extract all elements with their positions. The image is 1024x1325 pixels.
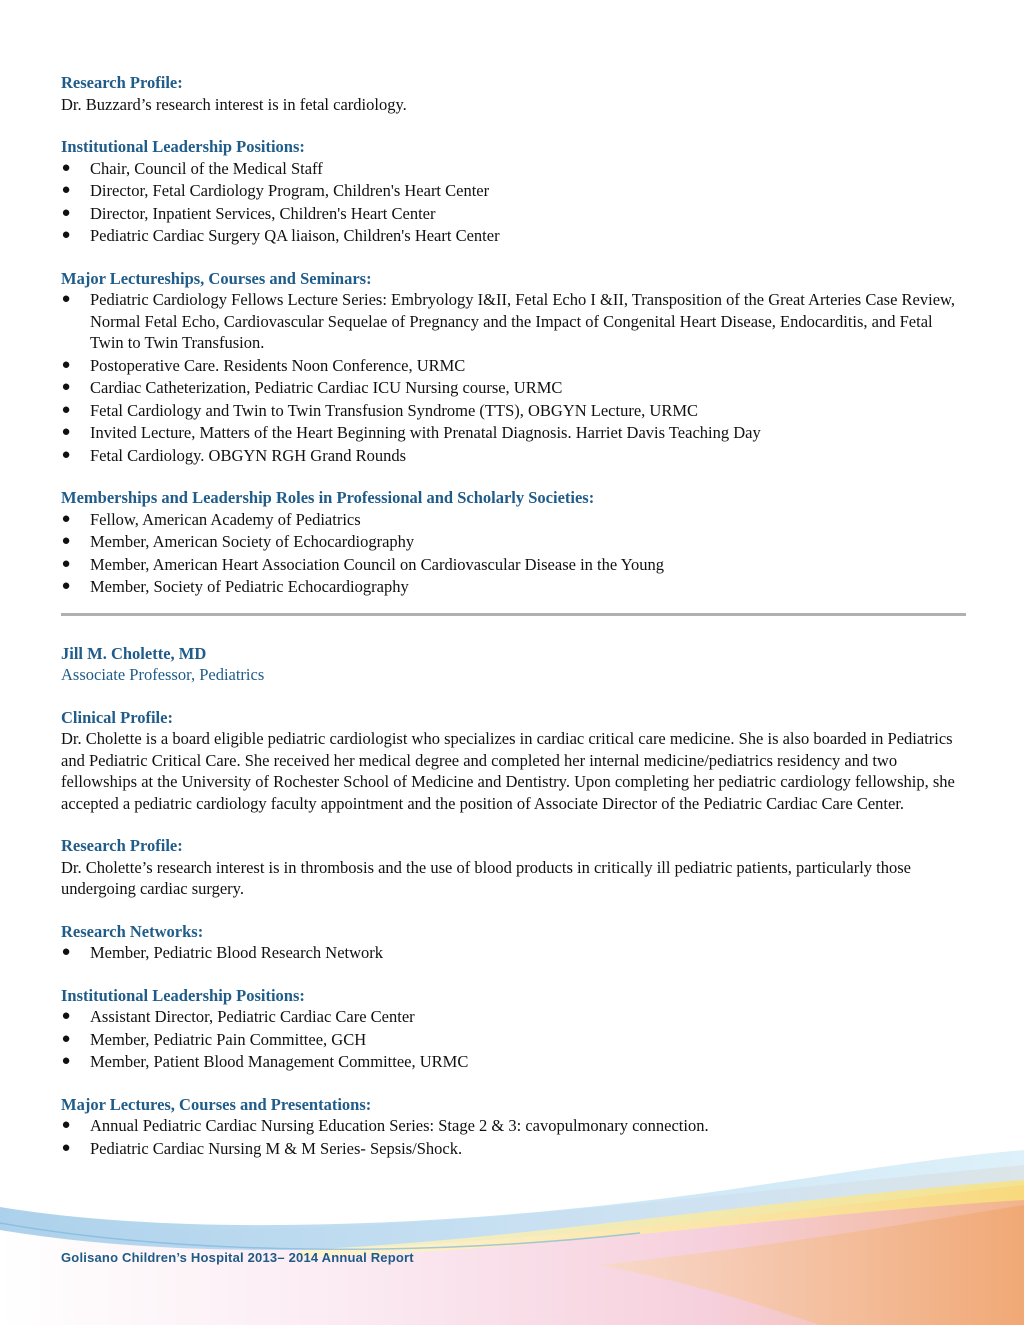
cholette-lectures-list: [61, 1115, 966, 1159]
cholette-lectures-section: [61, 1094, 966, 1160]
bullet-icon: ●: [61, 401, 71, 418]
cholette-title: Associate Professor, Pediatrics: [61, 665, 265, 684]
buzzard-lectures-heading: Major Lectureships, Courses and Seminars:: [61, 268, 372, 288]
bullet-icon: ●: [61, 379, 71, 395]
bullet-icon: ●: [61, 356, 71, 373]
bullet-icon: ●: [61, 1030, 71, 1047]
list-item: [61, 1115, 966, 1137]
list-item: [61, 1051, 966, 1073]
list-item: [61, 942, 966, 964]
list-item: [61, 554, 966, 576]
list-item-text: Postoperative Care. Residents Noon Conference, URMC: [90, 355, 466, 375]
cholette-lectures-heading: Major Lectures, Courses and Presentations:: [61, 1094, 372, 1114]
list-item-text: Member, Patient Blood Management Committee, URMC: [90, 1052, 469, 1071]
list-item: [61, 422, 966, 444]
list-item-text: Cardiac Catheterization, Pediatric Cardiac ICU Nursing course, URMC: [90, 378, 563, 397]
bullet-icon: ●: [61, 1008, 71, 1024]
cholette-networks-list: [61, 942, 966, 964]
bullet-icon: ●: [61, 204, 71, 221]
buzzard-leadership-section: [61, 136, 966, 247]
buzzard-leadership-heading: Institutional Leadership Positions:: [61, 137, 305, 156]
list-item-text: Pediatric Cardiology Fellows Lecture Series: Embryology I&II, Fetal Echo I &II, Transposition of the Great Arteries Case Review, Normal Fetal Echo, Cardiovascular Sequelae of Pregnancy and the Impact of Congenital Heart Disease, Endocarditis, and Fetal Twin to Twin Transfusion.: [90, 290, 955, 352]
list-item-text: Member, American Society of Echocardiography: [90, 532, 415, 551]
buzzard-leadership-list: [61, 158, 966, 247]
buzzard-research-section: [61, 72, 966, 115]
cholette-name: Jill M. Cholette, MD: [61, 643, 207, 663]
list-item-text: Annual Pediatric Cardiac Nursing Education Series: Stage 2 & 3: cavopulmonary connection.: [90, 1116, 709, 1135]
cholette-research-heading: Research Profile:: [61, 836, 183, 855]
list-item: [61, 377, 966, 399]
bullet-icon: ●: [61, 446, 71, 463]
bullet-icon: ●: [61, 1053, 71, 1069]
bullet-icon: ●: [61, 1139, 71, 1156]
list-item: [61, 180, 966, 202]
bullet-icon: ●: [61, 424, 71, 440]
cholette-leadership-heading: Institutional Leadership Positions:: [61, 985, 305, 1005]
list-item: [61, 203, 966, 225]
buzzard-research-heading: Research Profile:: [61, 73, 183, 92]
page-content: [61, 72, 966, 1160]
list-item-text: Chair, Council of the Medical Staff: [90, 158, 323, 178]
buzzard-lectures-list: [61, 289, 966, 466]
list-item: [61, 1138, 966, 1160]
list-item-text: Assistant Director, Pediatric Cardiac Care Center: [90, 1007, 415, 1026]
bullet-icon: ●: [61, 291, 71, 307]
bullet-icon: ●: [61, 159, 71, 176]
list-item-text: Fetal Cardiology and Twin to Twin Transfusion Syndrome (TTS), OBGYN Lecture, URMC: [90, 400, 699, 420]
cholette-clinical-text: Dr. Cholette is a board eligible pediatric cardiologist who specializes in cardiac critical care medicine. She is also boarded in Pediatrics and Pediatric Critical Care. She received her medical degree and completed her internal medicine/pediatrics residency and two fellowships at the University of Rochester School of Medicine and Dentistry. Upon completing her pediatric cardiology fellowship, she accepted a pediatric cardiology faculty appointment and the position of Associate Director of the Pediatric Cardiac Care Center.: [61, 729, 955, 813]
list-item-text: Member, Pediatric Blood Research Network: [90, 943, 384, 962]
list-item-text: Director, Fetal Cardiology Program, Children's Heart Center: [90, 181, 490, 200]
list-item: [61, 355, 966, 377]
bullet-icon: ●: [61, 533, 71, 549]
bullet-icon: ●: [61, 182, 71, 198]
footer-swoosh-graphic: [0, 1145, 1024, 1325]
cholette-research-section: [61, 835, 966, 900]
bullet-icon: ●: [61, 578, 71, 594]
cholette-clinical-section: [61, 707, 966, 815]
list-item: [61, 445, 966, 467]
bullet-icon: ●: [61, 1117, 71, 1133]
list-item-text: Member, Society of Pediatric Echocardiography: [90, 577, 409, 596]
cholette-header: [61, 643, 966, 686]
list-item: [61, 531, 966, 553]
list-item: [61, 1029, 966, 1051]
list-item-text: Member, American Heart Association Council on Cardiovascular Disease in the Young: [90, 554, 664, 574]
list-item: [61, 158, 966, 180]
list-item-text: Fellow, American Academy of Pediatrics: [90, 509, 361, 529]
list-item-text: Pediatric Cardiac Surgery QA liaison, Children's Heart Center: [90, 226, 500, 245]
cholette-networks-section: [61, 921, 966, 964]
cholette-networks-heading: Research Networks:: [61, 921, 204, 941]
buzzard-memberships-section: [61, 487, 966, 598]
bullet-icon: ●: [61, 944, 71, 960]
list-item: [61, 576, 966, 598]
buzzard-memberships-list: [61, 509, 966, 598]
list-item-text: Fetal Cardiology. OBGYN RGH Grand Rounds: [90, 445, 407, 465]
section-divider: [61, 613, 966, 616]
list-item: [61, 289, 966, 354]
list-item-text: Pediatric Cardiac Nursing M & M Series- Sepsis/Shock.: [90, 1138, 463, 1158]
footer-report-title: Golisano Children’s Hospital 2013– 2014 Annual Report: [61, 1250, 414, 1265]
cholette-leadership-section: [61, 985, 966, 1073]
list-item-text: Invited Lecture, Matters of the Heart Beginning with Prenatal Diagnosis. Harriet Davis Teaching Day: [90, 423, 761, 442]
list-item-text: Director, Inpatient Services, Children's Heart Center: [90, 203, 436, 223]
buzzard-memberships-heading: Memberships and Leadership Roles in Professional and Scholarly Societies:: [61, 488, 595, 507]
bullet-icon: ●: [61, 510, 71, 527]
bullet-icon: ●: [61, 555, 71, 572]
cholette-leadership-list: [61, 1006, 966, 1073]
cholette-clinical-heading: Clinical Profile:: [61, 707, 173, 727]
bullet-icon: ●: [61, 227, 71, 243]
cholette-research-text: Dr. Cholette’s research interest is in thrombosis and the use of blood products in critically ill pediatric patients, particularly those undergoing cardiac surgery.: [61, 857, 911, 898]
buzzard-lectures-section: [61, 268, 966, 467]
list-item: [61, 509, 966, 531]
list-item-text: Member, Pediatric Pain Committee, GCH: [90, 1029, 367, 1049]
list-item: [61, 225, 966, 247]
list-item: [61, 400, 966, 422]
buzzard-research-text: Dr. Buzzard’s research interest is in fetal cardiology.: [61, 94, 407, 114]
list-item: [61, 1006, 966, 1028]
